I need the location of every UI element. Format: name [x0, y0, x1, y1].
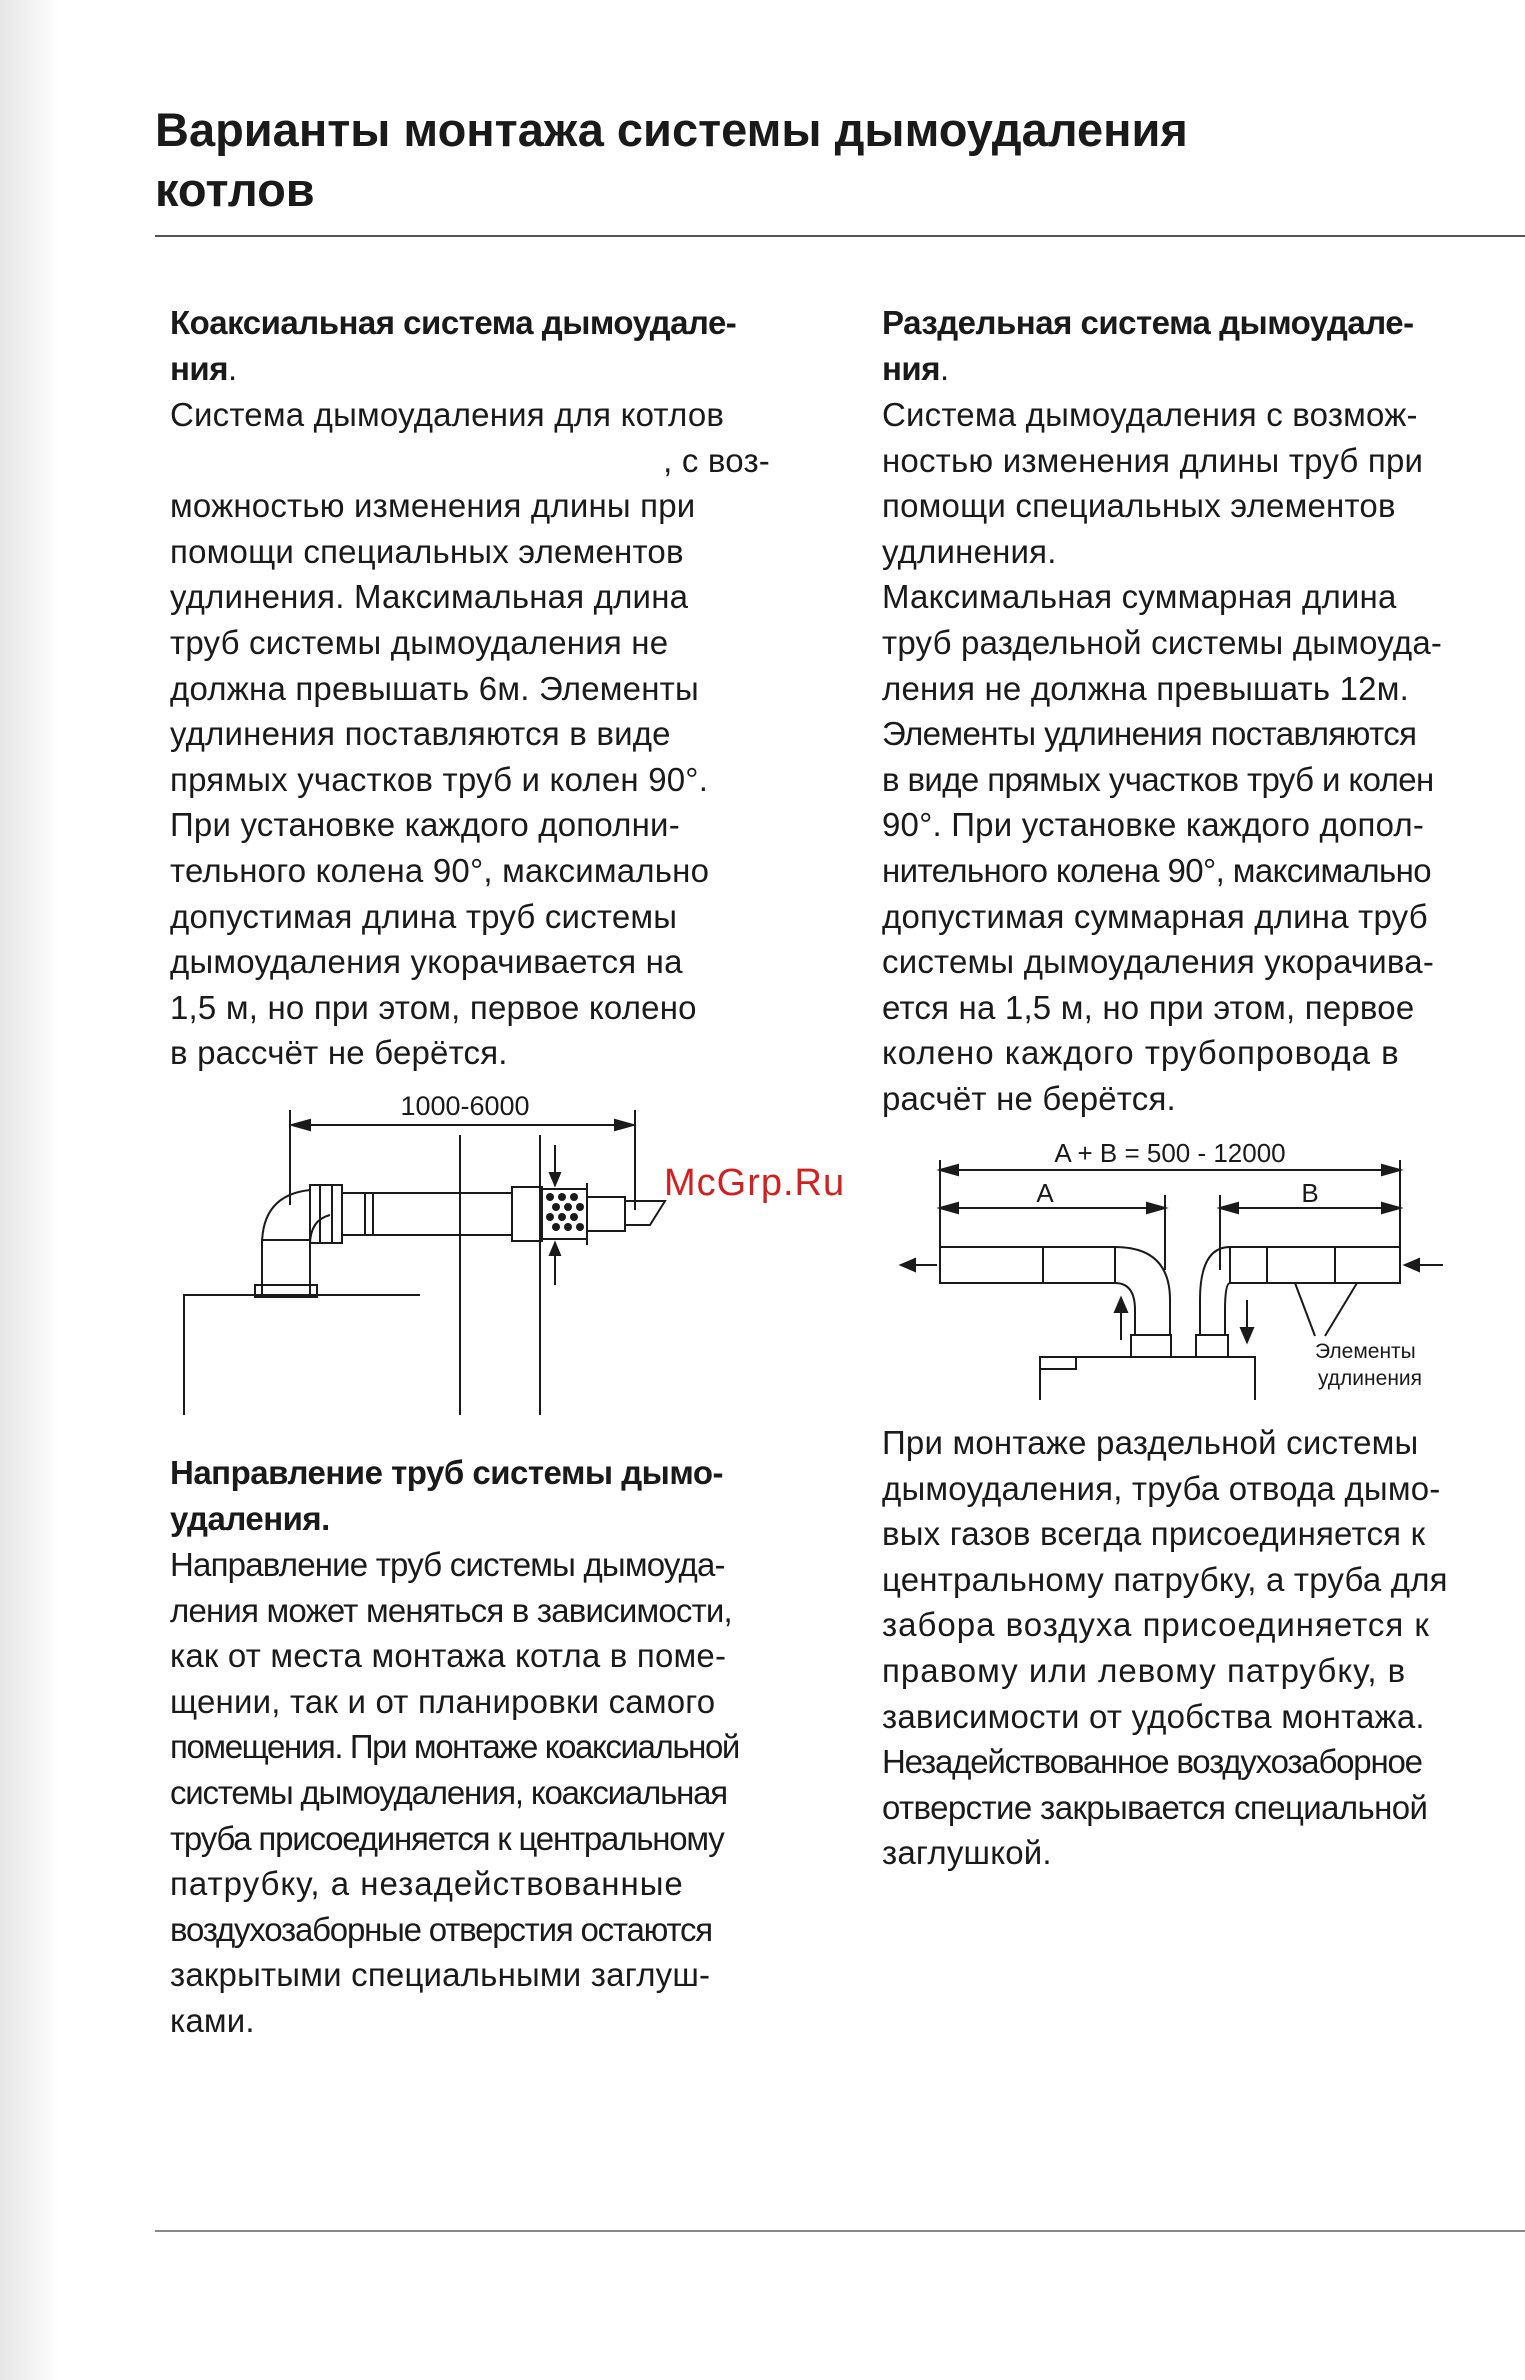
socket-b [1196, 1335, 1228, 1357]
direction-heading-line-1: Направление труб системы дымо- [170, 1454, 723, 1491]
text-line: должна превышать 6м. Элементы [170, 669, 699, 707]
text-line: ностью изменения длины труб при [882, 441, 1424, 479]
elbow-coupling [310, 1185, 342, 1243]
text-line: забора воздуха присоединяется к [882, 1606, 1430, 1644]
text-line: допустимая длина труб системы [170, 897, 678, 935]
coaxial-flue-diagram [170, 1085, 770, 1415]
text-line: удлинения. Максимальная длина [170, 578, 689, 616]
intake-arrow-right [1405, 1259, 1419, 1271]
watermark-text: McGrp.Ru [664, 1162, 846, 1204]
text-line: дымоудаления укорачивается на [170, 943, 683, 981]
text-line: нительного колена 90°, максимально [882, 851, 1431, 889]
text-line: удлинения. [882, 532, 1057, 570]
elbow-b-inner [1225, 1283, 1230, 1335]
direction-heading-line-2: удаления. [170, 1500, 330, 1537]
coaxial-heading-line-1: Коаксиальная система дымоудале- [170, 304, 737, 341]
direction-heading [170, 1450, 770, 1542]
text-line: воздухозаборные отверстия остаются [170, 1910, 712, 1948]
dimension-arrow-left [292, 1120, 310, 1130]
b-label: B [1301, 1178, 1319, 1208]
footer-divider [155, 2230, 1525, 2232]
text-line: системы дымоудаления укорачива- [882, 943, 1435, 981]
text-line: щении, так и от планировки самого [170, 1682, 716, 1720]
text-line: правому или левому патрубку, в [882, 1651, 1407, 1689]
text-line: ления не должна превышать 12м. [882, 669, 1409, 707]
terminal-tip [625, 1201, 665, 1225]
text-line: Максимальная суммарная длина [882, 578, 1397, 616]
text-line: удлинения поставляются в виде [170, 715, 671, 753]
flue-up-arrow [1115, 1298, 1127, 1312]
wall-sleeve [512, 1187, 542, 1241]
dimension-arrow-right [615, 1120, 633, 1130]
text-line: системы дымоудаления, коаксиальная [170, 1773, 727, 1811]
text-line: При монтаже раздельной системы [882, 1424, 1419, 1461]
text-line: центральному патрубку, а труба для [882, 1560, 1448, 1598]
text-line: прямых участков труб и колен 90°. [170, 760, 709, 798]
separate-heading-line-2: ния [882, 350, 940, 387]
pipe-b [1230, 1247, 1400, 1283]
ext-leader-2 [1325, 1283, 1357, 1336]
boiler-outline [184, 1295, 420, 1415]
text-line: ется на 1,5 м, но при этом, первое [882, 988, 1415, 1026]
ext-leader-1 [1295, 1283, 1315, 1336]
page-edge-shadow [0, 0, 60, 2380]
text-line: Система дымоудаления с возмож- [882, 396, 1418, 433]
text-line: можностью изменения длины при [170, 487, 696, 525]
text-line: отверстие закрывается специальной [882, 1788, 1428, 1826]
coaxial-paragraph [170, 392, 770, 1076]
text-line: труб раздельной системы дымоуда- [882, 623, 1443, 661]
text-line: труба присоединяется к центральному [170, 1819, 724, 1857]
title-divider [155, 235, 1525, 237]
separate-section [882, 300, 1482, 1122]
text-line: помощи специальных элементов [170, 532, 684, 570]
text-line: заглушкой. [882, 1834, 1052, 1872]
text-line: помещения. При монтаже коаксиальной [170, 1728, 739, 1766]
page-title [155, 100, 1455, 220]
terminal-outer-pipe [587, 1197, 625, 1231]
text-line: допустимая суммарная длина труб [882, 897, 1428, 935]
text-line: ками. [170, 2001, 255, 2039]
exhaust-arrow-left [901, 1259, 915, 1271]
separate-paragraph [882, 392, 1482, 1122]
text-line: , с воз- [663, 441, 770, 479]
total-length-label: A + B = 500 - 12000 [1054, 1140, 1286, 1168]
text-line: тельного колена 90°, максимально [170, 851, 710, 889]
text-line: колено каждого трубопровода в [882, 1034, 1400, 1072]
separate-heading-line-1: Раздельная система дымоудале- [882, 304, 1414, 341]
text-line: закрытыми специальными заглуш- [170, 1956, 711, 1994]
text-line: помощи специальных элементов [882, 487, 1396, 525]
text-line: дымоудаления, труба отвода дымо- [882, 1469, 1441, 1507]
coaxial-section [170, 300, 770, 1076]
page-title-line-2: котлов [155, 163, 315, 216]
page-title-line-1: Варианты монтажа системы дымоудаления [155, 103, 1188, 156]
text-line: труб системы дымоудаления не [170, 623, 669, 661]
extension-label-line-1: Элементы [1315, 1340, 1416, 1363]
pipe-a [940, 1247, 1115, 1283]
text-line: 90°. При установке каждого допол- [882, 806, 1425, 844]
text-line: вых газов всегда присоединяется к [882, 1515, 1426, 1553]
separate-flue-diagram [895, 1140, 1455, 1400]
elbow-curve-outer [262, 1190, 310, 1245]
mounting-section [882, 1420, 1482, 1876]
text-line: ления может меняться в зависимости, [170, 1591, 732, 1629]
text-line: 1,5 м, но при этом, первое колено [170, 988, 697, 1026]
coax-pipe [342, 1193, 512, 1235]
boiler-outline [1040, 1357, 1255, 1400]
text-line: расчёт не берётся. [882, 1079, 1176, 1117]
coaxial-heading: Коаксиальная система дымоудале- ния. [170, 304, 737, 387]
elbow-a-outer [1115, 1247, 1170, 1335]
extension-label-line-2: удлинения [1318, 1367, 1423, 1390]
text-line: зависимости от удобства монтажа. [882, 1697, 1425, 1735]
a-label: A [1036, 1178, 1054, 1208]
text-line: Элементы удлинения поставляются [882, 715, 1417, 753]
text-line: патрубку, а незадействованные [170, 1865, 684, 1903]
text-line: Система дымоудаления для котлов [170, 396, 725, 433]
direction-paragraph [170, 1542, 770, 2044]
air-down-arrow [1241, 1328, 1253, 1342]
elbow-vertical [262, 1240, 310, 1295]
text-line: Направление труб системы дымоуда- [170, 1546, 725, 1583]
text-line: как от места монтажа котла в поме- [170, 1637, 727, 1675]
separate-heading: Раздельная система дымоудале- ния. [882, 304, 1414, 387]
text-line: При установке каждого дополни- [170, 806, 680, 844]
text-line: Незадействованное воздухозаборное [882, 1743, 1422, 1781]
coaxial-heading-line-2: ния [170, 350, 228, 387]
text-line: в виде прямых участков труб и колен [882, 760, 1434, 798]
coaxial-dimension-label: 1000-6000 [400, 1091, 530, 1121]
direction-section [170, 1450, 770, 2044]
text-line: в рассчёт не берётся. [170, 1034, 508, 1072]
socket-a [1131, 1335, 1171, 1357]
